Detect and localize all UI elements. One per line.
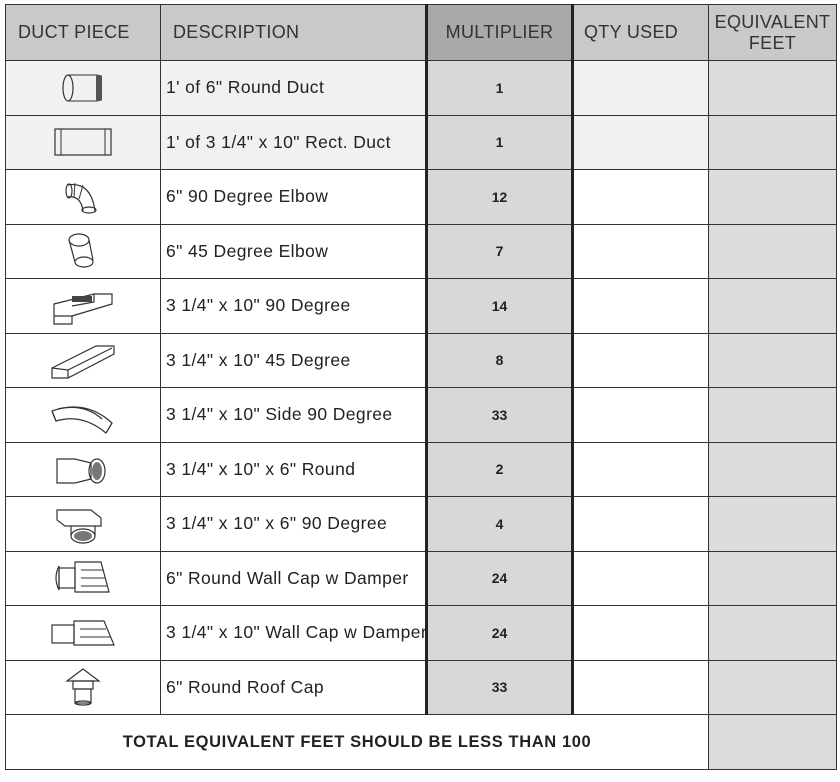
equivalent-feet-cell[interactable] [709, 442, 837, 497]
elbow-45-icon [6, 230, 160, 272]
equivalent-feet-cell[interactable] [709, 115, 837, 170]
equivalent-feet-cell[interactable] [709, 170, 837, 225]
table-row [6, 497, 837, 552]
multiplier-cell: 24 [427, 606, 573, 661]
table-row [6, 115, 837, 170]
round-duct-icon [6, 71, 160, 105]
description-cell: 3 1/4" x 10" Wall Cap w Damper [161, 606, 427, 661]
equivalent-feet-cell[interactable] [709, 388, 837, 443]
multiplier-cell: 14 [427, 279, 573, 334]
duct-piece-cell [6, 497, 161, 552]
multiplier-cell: 24 [427, 551, 573, 606]
equivalent-feet-cell[interactable] [709, 61, 837, 116]
roof-cap-icon [6, 665, 160, 709]
table-row [6, 442, 837, 497]
table-row [6, 61, 837, 116]
equivalent-feet-cell[interactable] [709, 279, 837, 334]
qty-used-cell[interactable] [573, 333, 709, 388]
total-label: TOTAL EQUIVALENT FEET SHOULD BE LESS THAN 100 [6, 715, 709, 770]
rect-side-90-icon [6, 393, 160, 437]
description-cell: 6" 90 Degree Elbow [161, 170, 427, 225]
table-row [6, 606, 837, 661]
duct-piece-cell [6, 660, 161, 715]
header-multiplier: MULTIPLIER [427, 5, 573, 61]
duct-piece-cell [6, 606, 161, 661]
qty-used-cell[interactable] [573, 551, 709, 606]
qty-used-cell[interactable] [573, 606, 709, 661]
description-cell: 3 1/4" x 10" 90 Degree [161, 279, 427, 334]
qty-used-cell[interactable] [573, 388, 709, 443]
description-cell: 1' of 3 1/4" x 10" Rect. Duct [161, 115, 427, 170]
description-cell: 3 1/4" x 10" x 6" 90 Degree [161, 497, 427, 552]
qty-used-cell[interactable] [573, 442, 709, 497]
table-row [6, 224, 837, 279]
elbow-90-icon [6, 177, 160, 217]
equivalent-feet-cell[interactable] [709, 224, 837, 279]
multiplier-cell: 8 [427, 333, 573, 388]
rect-duct-icon [6, 125, 160, 159]
qty-used-cell[interactable] [573, 279, 709, 334]
multiplier-cell: 7 [427, 224, 573, 279]
duct-piece-cell [6, 442, 161, 497]
rect-45-icon [6, 338, 160, 382]
multiplier-cell: 33 [427, 388, 573, 443]
qty-used-cell[interactable] [573, 497, 709, 552]
rect-to-round-icon [6, 449, 160, 489]
qty-used-cell[interactable] [573, 115, 709, 170]
multiplier-cell: 2 [427, 442, 573, 497]
header-description: DESCRIPTION [161, 5, 427, 61]
multiplier-cell: 33 [427, 660, 573, 715]
description-cell: 1' of 6" Round Duct [161, 61, 427, 116]
description-cell: 6" Round Roof Cap [161, 660, 427, 715]
table-row [6, 388, 837, 443]
duct-piece-cell [6, 224, 161, 279]
description-cell: 3 1/4" x 10" Side 90 Degree [161, 388, 427, 443]
multiplier-cell: 1 [427, 115, 573, 170]
header-qty-used: QTY USED [573, 5, 709, 61]
rect-90-icon [6, 284, 160, 328]
header-equivalent-line1: EQUIVALENT [714, 11, 831, 32]
description-cell: 6" 45 Degree Elbow [161, 224, 427, 279]
multiplier-cell: 12 [427, 170, 573, 225]
equivalent-feet-cell[interactable] [709, 497, 837, 552]
multiplier-cell: 1 [427, 61, 573, 116]
qty-used-cell[interactable] [573, 170, 709, 225]
duct-piece-cell [6, 61, 161, 116]
equivalent-feet-cell[interactable] [709, 551, 837, 606]
equivalent-feet-cell[interactable] [709, 333, 837, 388]
duct-piece-cell [6, 551, 161, 606]
multiplier-cell: 4 [427, 497, 573, 552]
duct-piece-cell [6, 279, 161, 334]
total-row [6, 715, 837, 770]
rect-to-round-90-icon [6, 502, 160, 546]
equivalent-feet-cell[interactable] [709, 606, 837, 661]
duct-piece-cell [6, 170, 161, 225]
header-duct-piece: DUCT PIECE [6, 5, 161, 61]
round-wall-cap-icon [6, 556, 160, 600]
table-row [6, 279, 837, 334]
qty-used-cell[interactable] [573, 660, 709, 715]
table-row [6, 333, 837, 388]
table-row [6, 660, 837, 715]
qty-used-cell[interactable] [573, 224, 709, 279]
description-cell: 6" Round Wall Cap w Damper [161, 551, 427, 606]
header-row [6, 5, 837, 61]
total-equivalent-feet-cell[interactable] [709, 715, 837, 770]
description-cell: 3 1/4" x 10" 45 Degree [161, 333, 427, 388]
header-equivalent-feet [709, 5, 837, 61]
description-cell: 3 1/4" x 10" x 6" Round [161, 442, 427, 497]
equivalent-feet-cell[interactable] [709, 660, 837, 715]
rect-wall-cap-icon [6, 613, 160, 653]
duct-piece-cell [6, 388, 161, 443]
table-row [6, 551, 837, 606]
header-equivalent-line2: FEET [748, 32, 797, 53]
qty-used-cell[interactable] [573, 61, 709, 116]
duct-piece-cell [6, 115, 161, 170]
table-row [6, 170, 837, 225]
duct-equivalent-table [5, 4, 837, 770]
duct-piece-cell [6, 333, 161, 388]
